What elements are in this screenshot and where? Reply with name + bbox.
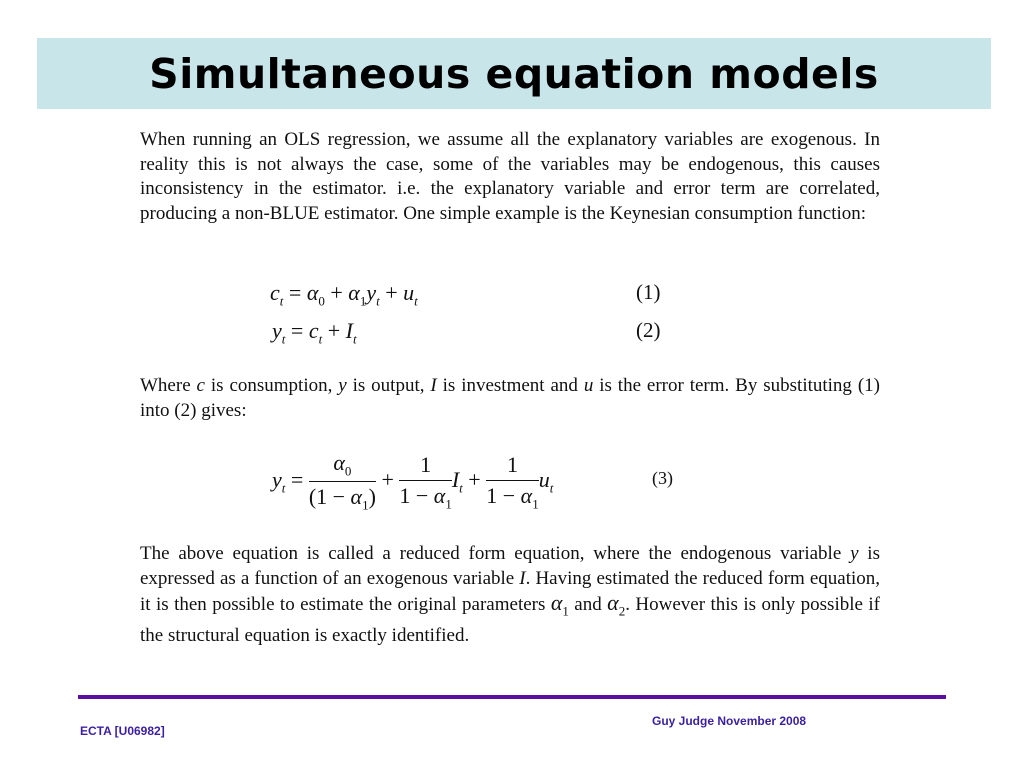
equation-3-number: (3): [652, 468, 673, 488]
intro-paragraph: When running an OLS regression, we assume all the explanatory variables are exogenous. In reality this is not always the case, some of the variables may be endogenous, this causes inconsistency in the estimator. i.e. the explanatory variable and error term are correlated, producing a non-BLUE estimator. One simple example is the Keynesian consumption function:: [140, 129, 880, 224]
title-bar: [37, 38, 991, 109]
fraction-1: $\frac{\alpha_0}{(1 - \alpha_1)}$: [308, 450, 376, 513]
var-u: u: [583, 375, 594, 396]
equation-2: $y_t = c_t + I_t$: [272, 318, 357, 347]
reduced-form-paragraph: [140, 542, 880, 648]
slide-title: Simultaneous equation models: [149, 49, 879, 98]
fraction-3: $\frac{1}{1 - \alpha_1}$: [486, 451, 539, 512]
footer-course-code: ECTA [U06982]: [80, 724, 165, 738]
where-text-3: is output,: [346, 375, 431, 396]
where-text-5: is the error term. By substituting (1) into (2) gives:: [140, 375, 880, 421]
where-paragraph: [140, 374, 880, 423]
footer-divider: [78, 695, 946, 699]
alpha-2-symbol: $\alpha_2$: [607, 590, 626, 619]
footer-author-date: Guy Judge November 2008: [652, 714, 807, 728]
where-text-1: Where: [140, 375, 197, 396]
where-text-2: is consumption,: [204, 375, 339, 396]
reduced-text-2: is expressed as a function of an exogenous variable: [140, 543, 880, 589]
equation-1: $c_t = \alpha_0 + \alpha_1y_t + u_t$: [270, 280, 418, 309]
where-text-4: is investment and: [436, 375, 584, 396]
var-y: y: [338, 375, 347, 396]
reduced-text-1: The above equation is called a reduced form equation, where the endogenous variable: [140, 543, 851, 564]
var-y-2: y: [850, 543, 859, 564]
equation-1-number: (1): [636, 280, 661, 304]
alpha-1-symbol: $\alpha_1$: [550, 590, 569, 619]
reduced-text-3: . Having estimated the reduced form equation, it is then possible to estimate the original parameters: [140, 567, 881, 615]
fraction-2: $\frac{1}{1 - \alpha_1}$: [399, 451, 452, 512]
reduced-text-and: and: [568, 594, 608, 615]
equation-3: $y_t$ = $\frac{\alpha_0}{(1 - \alpha_1)}$ + $\frac{1}{1 - \alpha_1}$ $I_t$ + $\frac{1}{1 - \alpha_1}$ $u_t$: [272, 450, 554, 513]
equation-2-number: (2): [636, 318, 661, 342]
var-I-2: I: [519, 567, 526, 589]
var-I: I: [430, 375, 437, 396]
var-c: c: [196, 375, 205, 396]
reduced-text-4: . However this is only possible if the structural equation is exactly identified.: [140, 594, 880, 646]
